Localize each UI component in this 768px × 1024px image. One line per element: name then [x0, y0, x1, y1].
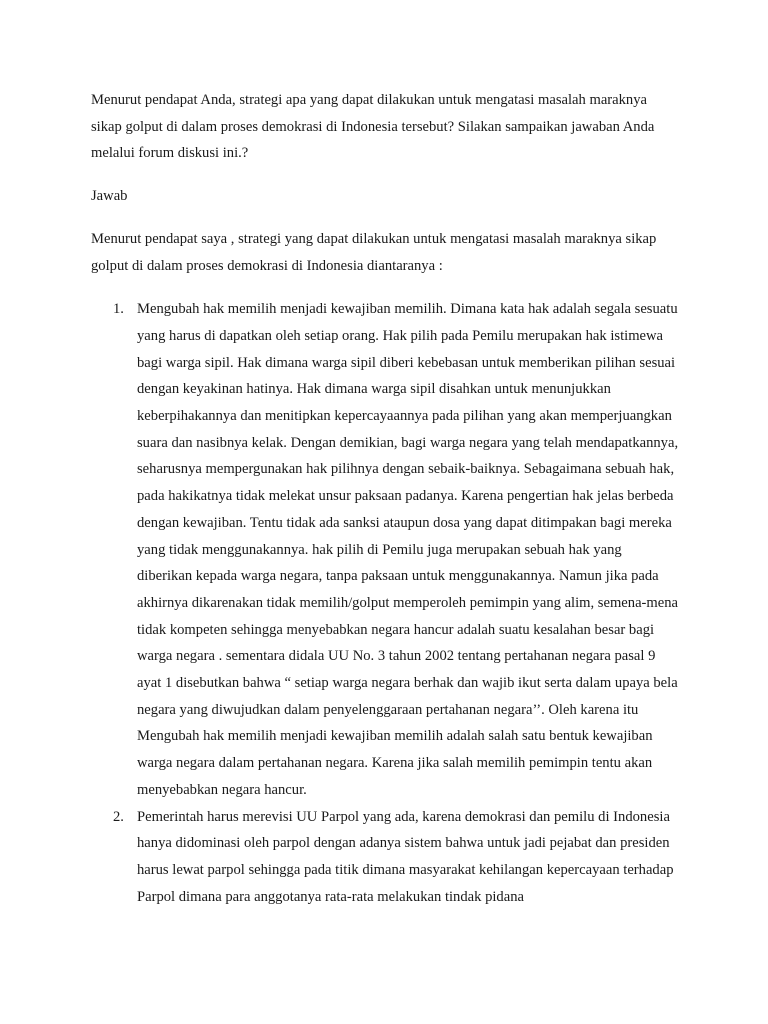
list-item-number: 2.: [113, 808, 124, 825]
list-item-number: 1.: [113, 301, 124, 318]
question-paragraph: Menurut pendapat Anda, strategi apa yang dapat dilakukan untuk mengatasi masalah maraknya sikap golput di dalam proses demokrasi di Indonesia tersebut? Silakan sampaikan jawaban Anda melalui forum diskusi ini.?: [91, 92, 655, 162]
answer-list: [91, 296, 679, 910]
list-item: [91, 804, 679, 911]
document-page: [91, 87, 679, 910]
list-item: [91, 296, 679, 803]
answer-heading: Jawab: [91, 188, 128, 205]
intro-paragraph: Menurut pendapat saya , strategi yang dapat dilakukan untuk mengatasi masalah maraknya sikap golput di dalam proses demokrasi di Indonesia diantaranya :: [91, 230, 657, 274]
list-item-text: Mengubah hak memilih menjadi kewajiban memilih. Dimana kata hak adalah segala sesuatu yang harus di dapatkan oleh setiap orang. Hak pilih pada Pemilu merupakan hak istimewa bagi warga sipil. Hak dimana warga sipil diberi kebebasan untuk memberikan pilihan sesuai dengan keyakinan hatinya. Hak dimana warga sipil disahkan untuk menunjukkan keberpihakannya dan menitipkan kepercayaannya pada pilihan yang akan memperjuangkan suara dan nasibnya kelak. Dengan demikian, bagi warga negara yang telah mendapatkannya, seharusnya mempergunakan hak pilihnya dengan sebaik-baiknya. Sebagaimana sebuah hak, pada hakikatnya tidak melekat unsur paksaan padanya. Karena pengertian hak jelas berbeda dengan kewajiban. Tentu tidak ada sanksi ataupun dosa yang dapat ditimpakan bagi mereka yang tidak menggunakannya. hak pilih di Pemilu juga merupakan sebuah hak yang diberikan kepada warga negara, tanpa paksaan untuk menggunakannya. Namun jika pada akhirnya dikarenakan tidak memilih/golput memperoleh pemimpin yang alim, semena-mena tidak kompeten sehingga menyebabkan negara hancur adalah suatu kesalahan besar bagi warga negara . sementara didala UU No. 3 tahun 2002 tentang pertahanan negara pasal 9 ayat 1 disebutkan bahwa “ setiap warga negara berhak dan wajib ikut serta dalam upaya bela negara yang diwujudkan dalam penyelenggaraan pertahanan negara’’. Oleh karena itu Mengubah hak memilih menjadi kewajiban memilih adalah salah satu bentuk kewajiban warga negara dalam pertahanan negara. Karena jika salah memilih pemimpin tentu akan menyebabkan negara hancur.: [137, 301, 679, 798]
list-item-text: Pemerintah harus merevisi UU Parpol yang ada, karena demokrasi dan pemilu di Indonesia hanya didominasi oleh parpol dengan adanya sistem bahwa untuk jadi pejabat dan presiden harus lewat parpol sehingga pada titik dimana masyarakat kehilangan kepercayaan terhadap Parpol dimana para anggotanya rata-rata melakukan tindak pidana: [137, 808, 674, 905]
